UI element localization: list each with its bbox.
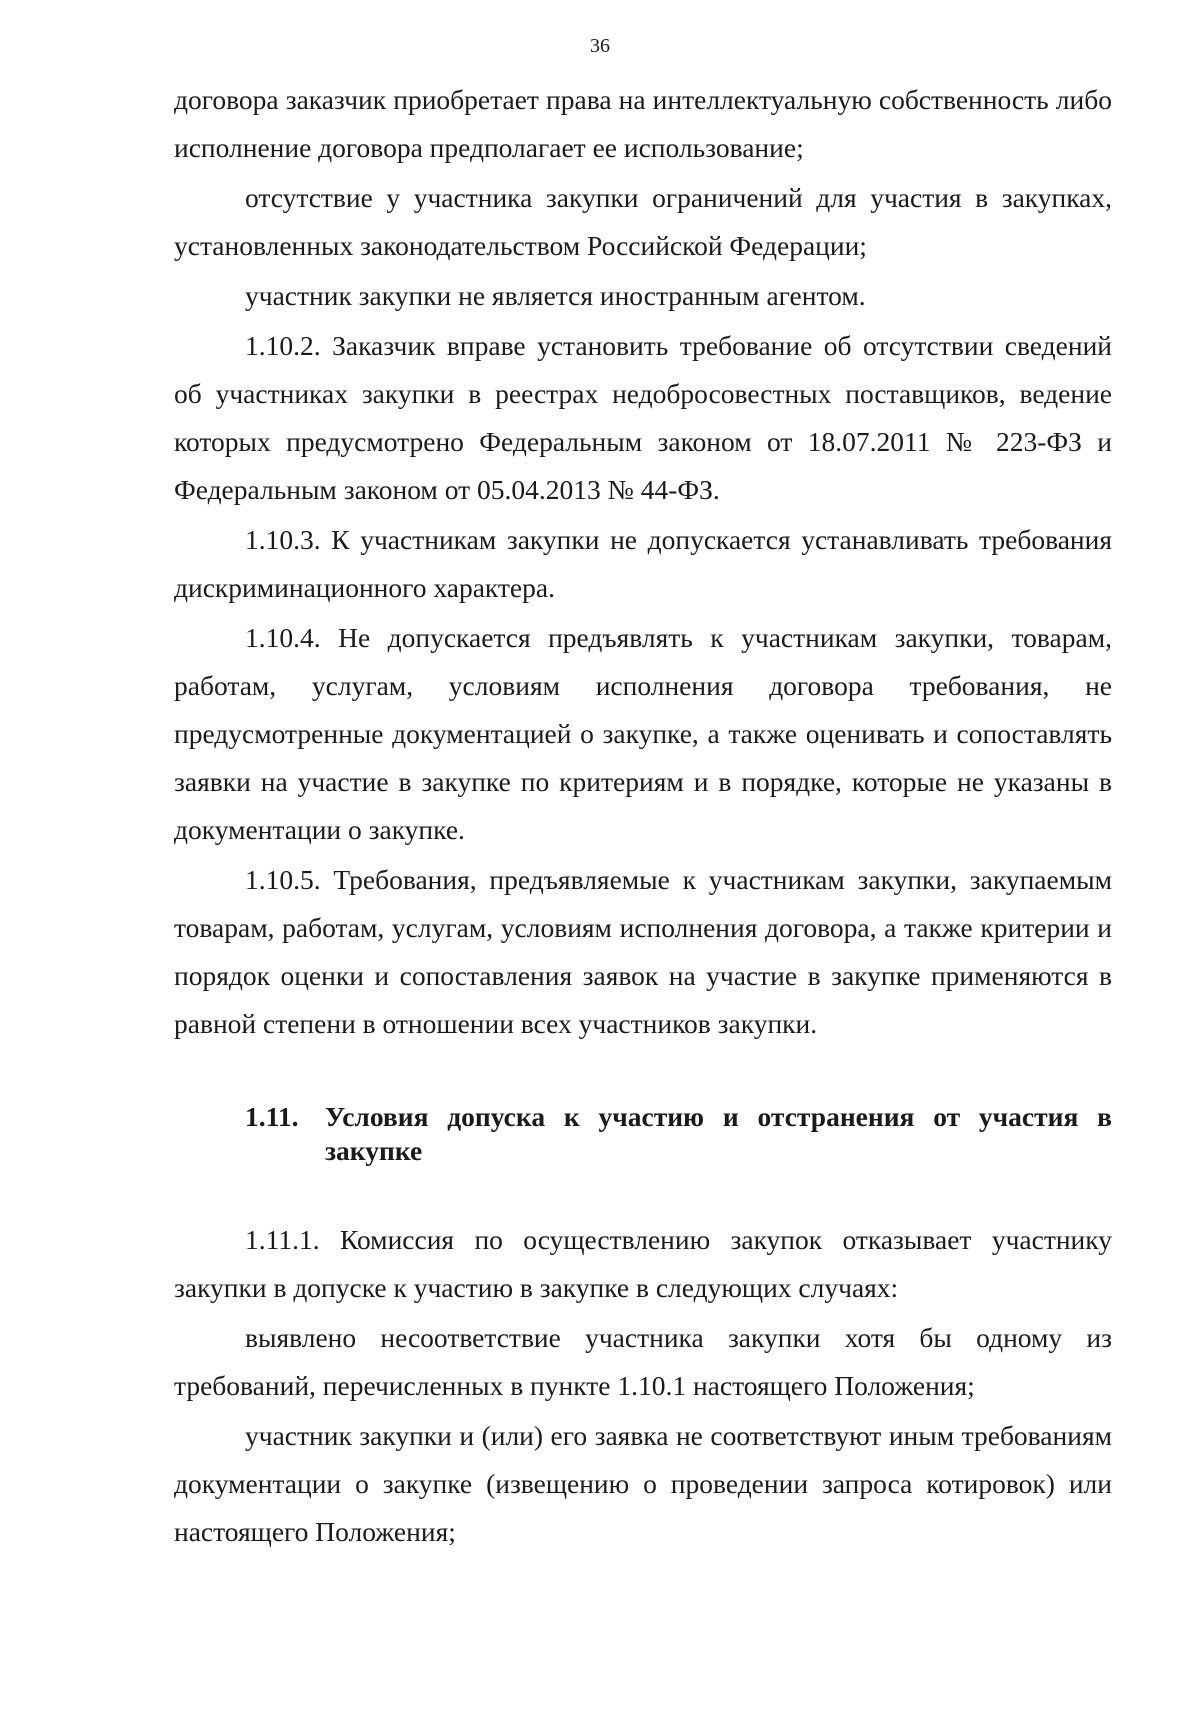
paragraph-1-10-2: 1.10.2. Заказчик вправе установить требование об отсутствии сведений об участниках закупки в реестрах недобросовестных поставщиков, ведение которых предусмотрено Федеральным законом от 18.07.2011 № 223-ФЗ и Федеральным законом от 05.04.2013 № 44-ФЗ. (174, 330, 1112, 505)
document-body (174, 76, 1112, 1556)
paragraph-no-restrictions: отсутствие у участника закупки ограничений для участия в закупках, установленных законодательством Российской Федерации; (174, 182, 1112, 261)
paragraph-not-foreign-agent: участник закупки не является иностранным агентом. (245, 280, 866, 311)
paragraph-other-requirements: участник закупки и (или) его заявка не соответствуют иным требованиям документации о закупке (извещению о проведении запроса котировок) или настоящего Положения; (174, 1420, 1112, 1547)
paragraph-1-11-1: 1.11.1. Комиссия по осуществлению закупок отказывает участнику закупки в допуске к участию в закупке в следующих случаях: (174, 1224, 1112, 1303)
paragraph-nonconformity: выявлено несоответствие участника закупки хотя бы одному из требований, перечисленных в пункте 1.10.1 настоящего Положения; (174, 1322, 1112, 1401)
section-heading-1-11 (174, 1100, 1112, 1168)
section-heading-title: Условия допуска к участию и отстранения от участия в закупке (325, 1101, 1112, 1166)
paragraph-continuation: договора заказчик приобретает права на интеллектуальную собственность либо исполнение договора предполагает ее использование; (174, 84, 1112, 163)
section-heading-number: 1.11. (245, 1101, 299, 1132)
paragraph-1-10-4: 1.10.4. Не допускается предъявлять к участникам закупки, товарам, работам, услугам, условиям исполнения договора требования, не предусмотренные документацией о закупке, а также оценивать и сопоставлять заявки на участие в закупке по критериям и в порядке, которые не указаны в документации о закупке. (174, 622, 1112, 845)
paragraph-1-10-5: 1.10.5. Требования, предъявляемые к участникам закупки, закупаемым товарам, работам, услугам, условиям исполнения договора, а также критерии и порядок оценки и сопоставления заявок на участие в закупке применяются в равной степени в отношении всех участников закупки. (174, 864, 1112, 1039)
paragraph-1-10-3: 1.10.3. К участникам закупки не допускается устанавливать требования дискриминационного характера. (174, 524, 1112, 603)
page-number: 36 (590, 35, 610, 57)
